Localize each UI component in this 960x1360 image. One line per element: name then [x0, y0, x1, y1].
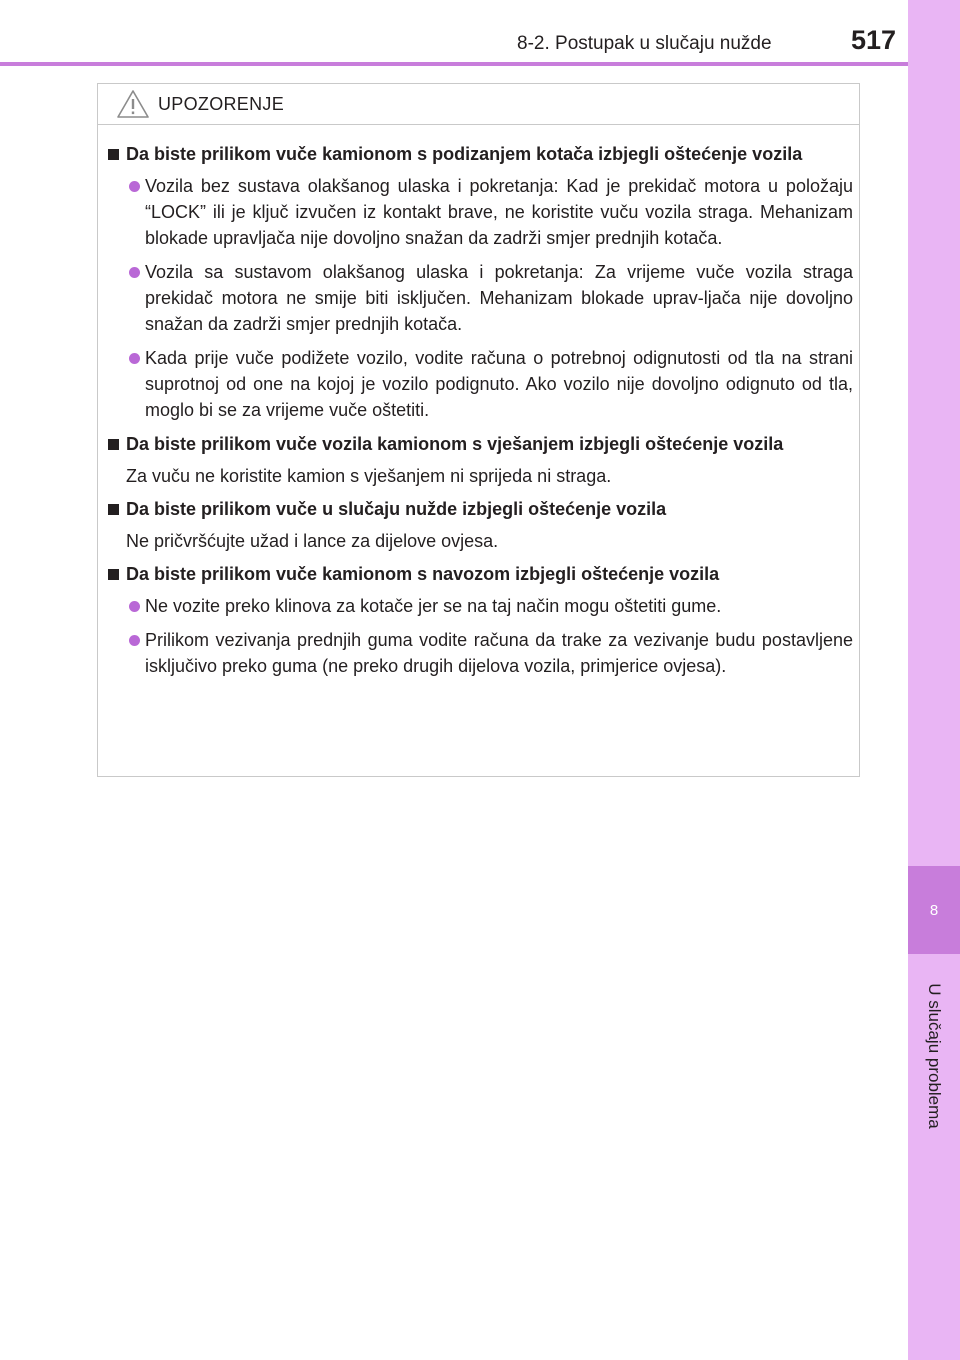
warning-box: [97, 83, 860, 777]
warning-section: [108, 496, 853, 554]
round-bullet-icon: [129, 181, 140, 192]
round-bullet-icon: [129, 601, 140, 612]
section-text: Ne pričvršćujte užad i lance za dijelove ovjesa.: [126, 531, 499, 551]
section-heading: Da biste prilikom vuče vozila kamionom s vješanjem izbjegli oštećenje vozila: [108, 431, 853, 457]
warning-section: [108, 561, 853, 679]
square-bullet-icon: [108, 439, 119, 450]
list-item: Prilikom vezivanja prednjih guma vodite računa da trake za vezivanje budu postavljene isključivo preko guma (ne preko drugih dijelova vozila, primjerice ovjesa).: [108, 627, 853, 679]
warning-section: [108, 141, 853, 423]
section-text: Za vuču ne koristite kamion s vješanjem ni sprijeda ni straga.: [126, 466, 612, 486]
list-item: Ne vozite preko klinova za kotače jer se na taj način mogu oštetiti gume.: [108, 593, 853, 619]
square-bullet-icon: [108, 149, 119, 160]
header-divider: [0, 62, 908, 66]
round-bullet-icon: [129, 635, 140, 646]
list-item: Vozila sa sustavom olakšanog ulaska i pokretanja: Za vrijeme vuče vozila straga prekidač motora ne smije biti isključen. Mehanizam blokade uprav-ljača nije dovoljno snažan da zadrži smjer prednjih kotača.: [108, 259, 853, 337]
round-bullet-icon: [129, 353, 140, 364]
section-heading: Da biste prilikom vuče u slučaju nužde izbjegli oštećenje vozila: [108, 496, 853, 522]
warning-content: [108, 141, 853, 687]
chapter-number: 8: [929, 901, 939, 919]
list-item: Kada prije vuče podižete vozilo, vodite računa o potrebnoj odignutosti od tla na strani suprotnoj od one na kojoj je vozilo podignuto. Ako vozilo nije dovoljno odignuto od tla, moglo bi se za vrijeme vuče oštetiti.: [108, 345, 853, 423]
square-bullet-icon: [108, 569, 119, 580]
warning-section: [108, 431, 853, 489]
section-heading: Da biste prilikom vuče kamionom s navozom izbjegli oštećenje vozila: [108, 561, 853, 587]
section-heading: Da biste prilikom vuče kamionom s podizanjem kotača izbjegli oštećenje vozila: [108, 141, 853, 167]
page-number: 517: [850, 25, 896, 55]
warning-title: UPOZORENJE: [158, 94, 285, 114]
warning-triangle-icon: [116, 89, 150, 119]
list-item: Vozila bez sustava olakšanog ulaska i pokretanja: Kad je prekidač motora u položaju “LOCK” ili je ključ izvučen iz kontakt brave, ne koristite vuču vozila straga. Mehanizam blokade upravljača nije dovoljno snažan da zadrži smjer prednjih kotača.: [108, 173, 853, 251]
section-title: 8-2. Postupak u slučaju nužde: [517, 33, 772, 54]
round-bullet-icon: [129, 267, 140, 278]
chapter-number-block: [908, 866, 960, 954]
square-bullet-icon: [108, 504, 119, 515]
chapter-tab: [908, 0, 960, 1360]
chapter-label: U slučaju problema: [925, 983, 944, 1129]
warning-header: [98, 84, 859, 125]
